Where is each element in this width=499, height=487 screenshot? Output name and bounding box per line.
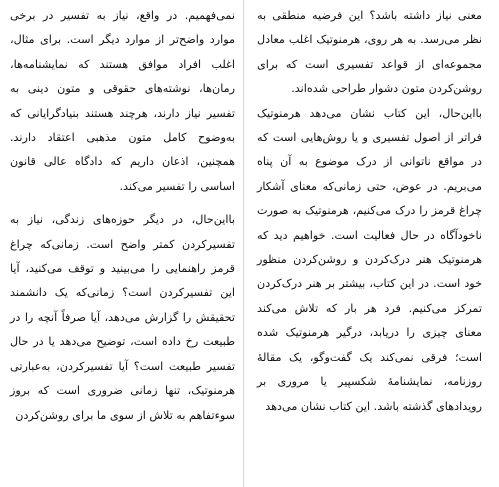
paragraph: بااین‌حال، در دیگر حوزه‌های زندگی، نیاز به تفسیرکردن کمتر واضح است. زمانی‌که چراغ قرمز راهنمایی را می‌بینید و توقف می‌کنید، آیا این تفسیرکردن است؟ زمانی‌که یک دانشمند تحقیقش را گزارش می‌دهد، آیا صرفاً آنچه را در طبیعت رخ داده است، توضیح می‌دهد یا در حال تفسیر طبیعت است؟ آیا تفسیرکردن، به‌عبارتی هرمنوتیک، تنها زمانی ضروری است که بروز سوءتفاهم به تلاش از سوی ما برای روشن‌کردن <box>10 213 235 422</box>
right-text-column <box>257 4 482 419</box>
left-text-column <box>10 4 235 428</box>
paragraph: معنی نیاز داشته باشد؟ این فرضیه منطقی به نظر می‌رسد. به هر روی، هرمنوتیک اغلب معادل مجموعه‌ای از قواعد تفسیری است که برای روشن‌کردن متون دشوار طراحی شده‌اند. <box>257 9 482 96</box>
paragraph: نمی‌فهمیم. در واقع، نیاز به تفسیر در برخی موارد واضح‌تر از موارد دیگر است. برای مثال، اغلب افراد موافق هستند که نمایشنامه‌ها، رمان‌ها، نوشته‌های حقوقی و متون دینی به تفسیر نیاز دارند، هرچند هستند بنیادگرایانی که به‌وضوح کامل متون مذهبی اعتقاد دارند. همچنین، اذعان داریم که دادگاه عالی قانون اساسی را تفسیر می‌کند. <box>10 9 235 193</box>
paragraph: بااین‌حال، این کتاب نشان می‌دهد هرمنوتیک فراتر از اصول تفسیری و یا روش‌هایی است که در مواقع ناتوانی از درک موضوع به آن پناه می‌بریم. در عوض، حتی زمانی‌که معنای آشکار چراغ قرمز را درک می‌کنیم، هرمنوتیک به صورت ناخودآگاه در حال فعالیت است. خواهیم دید که هرمنوتیک هنر درک‌کردن و روشن‌کردن منظور خود است. در این کتاب، بیشتر بر هنر درک‌کردن تمرکز می‌کنیم. فرد هر بار که تلاش می‌کند معنای چیزی را دریابد، درگیر هرمنوتیک شده است؛ فرقی نمی‌کند یک گفت‌وگو، یک مقالهٔ روزنامه، نمایشنامهٔ شکسپیر یا مروری بر رویدادهای گذشته باشد. این کتاب نشان می‌دهد <box>257 106 482 413</box>
column-divider <box>243 0 244 487</box>
